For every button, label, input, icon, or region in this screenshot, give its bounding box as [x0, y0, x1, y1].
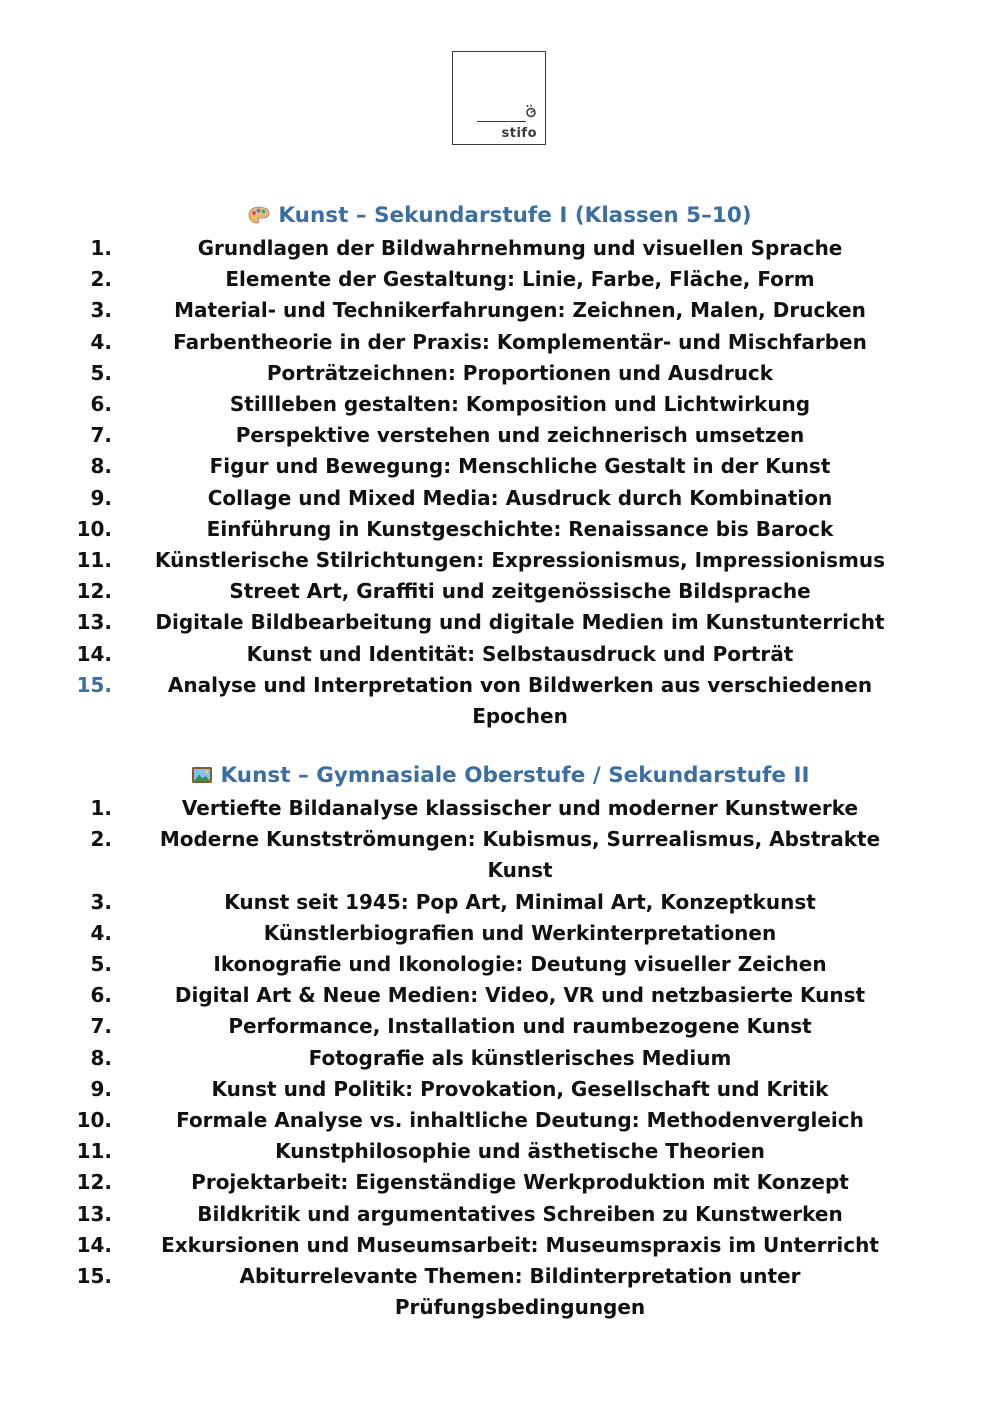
list-item — [0, 793, 1000, 824]
section-title — [0, 199, 1000, 233]
list-item — [0, 1011, 1000, 1042]
list-item — [0, 483, 1000, 514]
item-number: 14. — [76, 1232, 112, 1257]
list-item — [0, 980, 1000, 1011]
item-text: Einführung in Kunstgeschichte: Renaissance bis Barock — [206, 516, 834, 541]
item-number: 3. — [90, 298, 112, 323]
item-text: Perspektive verstehen und zeichnerisch umsetzen — [235, 423, 805, 448]
item-text: Kunst und Politik: Provokation, Gesellschaft und Kritik — [211, 1076, 829, 1101]
item-number: 8. — [90, 1045, 112, 1070]
list-item — [0, 1199, 1000, 1230]
item-text: Stillleben gestalten: Komposition und Lichtwirkung — [229, 392, 811, 417]
item-number: 12. — [76, 1170, 112, 1195]
item-number: 10. — [76, 1108, 112, 1133]
list-item — [0, 545, 1000, 576]
item-text: Formale Analyse vs. inhaltliche Deutung: Methodenvergleich — [176, 1108, 864, 1133]
item-text: Kunst seit 1945: Pop Art, Minimal Art, Konzeptkunst — [224, 889, 816, 914]
section-sekundarstufe-2 — [0, 759, 1000, 1323]
item-number: 1. — [90, 796, 112, 820]
section-sekundarstufe-1 — [0, 199, 1000, 732]
section-title-text: Kunst – Sekundarstufe I (Klassen 5–10) — [278, 203, 752, 228]
item-text: Street Art, Graffiti und zeitgenössische Bildsprache — [229, 579, 811, 604]
item-number: 6. — [90, 983, 112, 1008]
item-text: Künstlerbiografien und Werkinterpretationen — [263, 920, 777, 945]
item-number: 8. — [90, 454, 112, 479]
item-text: Figur und Bewegung: Menschliche Gestalt in der Kunst — [209, 454, 831, 479]
list-item — [0, 1105, 1000, 1136]
item-text: Moderne Kunstströmungen: Kubismus, Surrealismus, Abstrakte — [159, 827, 881, 852]
item-number: 6. — [90, 392, 112, 417]
item-text: Abiturrelevante Themen: Bildinterpretation unter — [239, 1264, 801, 1289]
item-number: 3. — [90, 889, 112, 914]
framed-picture-icon — [191, 766, 213, 784]
list-item — [0, 264, 1000, 295]
item-number: 7. — [90, 1014, 112, 1039]
item-text: Porträtzeichnen: Proportionen und Ausdruck — [266, 360, 774, 385]
item-text: Material- und Technikerfahrungen: Zeichnen, Malen, Drucken — [174, 298, 866, 323]
item-number: 9. — [90, 1076, 112, 1101]
item-text: Grundlagen der Bildwahrnehmung und visuellen Sprache — [197, 236, 843, 260]
topic-list — [0, 233, 1000, 732]
list-item — [0, 389, 1000, 420]
list-item — [0, 1167, 1000, 1198]
item-text: Performance, Installation und raumbezogene Kunst — [228, 1014, 812, 1039]
list-item — [0, 1074, 1000, 1105]
item-number: 11. — [76, 1139, 112, 1164]
list-item — [0, 639, 1000, 670]
list-item — [0, 576, 1000, 607]
item-text: Kunst und Identität: Selbstausdruck und Porträt — [246, 641, 794, 666]
logo-text: stifo — [501, 126, 537, 141]
item-number: 13. — [76, 1201, 112, 1226]
item-text: Elemente der Gestaltung: Linie, Farbe, Fläche, Form — [225, 267, 815, 292]
palette-icon — [248, 206, 270, 224]
item-number: 15. — [76, 1264, 112, 1289]
item-text: Vertiefte Bildanalyse klassischer und moderner Kunstwerke — [181, 796, 859, 820]
list-item — [0, 607, 1000, 638]
item-number: 13. — [76, 610, 112, 635]
list-item — [0, 1230, 1000, 1261]
item-number: 2. — [90, 827, 112, 852]
list-item — [0, 1261, 1000, 1323]
item-number: 14. — [76, 641, 112, 666]
item-number: 7. — [90, 423, 112, 448]
list-item — [0, 670, 1000, 732]
item-text: Analyse und Interpretation von Bildwerken aus verschiedenen — [167, 672, 873, 697]
stifo-logo — [452, 51, 546, 145]
item-text: Prüfungsbedingungen — [394, 1295, 646, 1320]
item-text: Digital Art & Neue Medien: Video, VR und netzbasierte Kunst — [174, 983, 866, 1008]
item-text: Bildkritik und argumentatives Schreiben zu Kunstwerken — [197, 1201, 843, 1226]
list-item — [0, 420, 1000, 451]
item-number: 11. — [76, 548, 112, 573]
item-text: Projektarbeit: Eigenständige Werkproduktion mit Konzept — [191, 1170, 849, 1195]
list-item — [0, 887, 1000, 918]
list-item — [0, 233, 1000, 264]
item-text: Ikonografie und Ikonologie: Deutung visueller Zeichen — [213, 952, 827, 977]
list-item — [0, 1043, 1000, 1074]
item-number: 12. — [76, 579, 112, 604]
list-item — [0, 824, 1000, 886]
item-text: Digitale Bildbearbeitung und digitale Medien im Kunstunterricht — [155, 610, 885, 635]
item-text: Künstlerische Stilrichtungen: Expressionismus, Impressionismus — [154, 548, 886, 573]
item-text: Farbentheorie in der Praxis: Komplementär- und Mischfarben — [173, 329, 867, 354]
section-title-text: Kunst – Gymnasiale Oberstufe / Sekundarstufe II — [220, 763, 810, 788]
list-item — [0, 918, 1000, 949]
item-number: 5. — [90, 360, 112, 385]
item-number: 15. — [76, 672, 112, 697]
item-number: 4. — [90, 920, 112, 945]
item-number: 10. — [76, 516, 112, 541]
logo-underline — [477, 121, 526, 122]
list-item — [0, 451, 1000, 482]
item-text: Kunst — [487, 858, 553, 883]
list-item — [0, 295, 1000, 326]
item-number: 2. — [90, 267, 112, 292]
item-text: Exkursionen und Museumsarbeit: Museumspraxis im Unterricht — [161, 1232, 879, 1257]
list-item — [0, 327, 1000, 358]
stifo-swirl-icon — [524, 103, 540, 119]
list-item — [0, 514, 1000, 545]
section-title — [0, 759, 1000, 793]
item-number: 9. — [90, 485, 112, 510]
list-item — [0, 949, 1000, 980]
item-text: Kunstphilosophie und ästhetische Theorien — [275, 1139, 765, 1164]
item-text: Fotografie als künstlerisches Medium — [308, 1045, 732, 1070]
item-number: 4. — [90, 329, 112, 354]
item-number: 5. — [90, 952, 112, 977]
item-text: Epochen — [472, 704, 568, 729]
item-number: 1. — [90, 236, 112, 260]
topic-list — [0, 793, 1000, 1323]
list-item — [0, 358, 1000, 389]
item-text: Collage und Mixed Media: Ausdruck durch Kombination — [207, 485, 833, 510]
list-item — [0, 1136, 1000, 1167]
